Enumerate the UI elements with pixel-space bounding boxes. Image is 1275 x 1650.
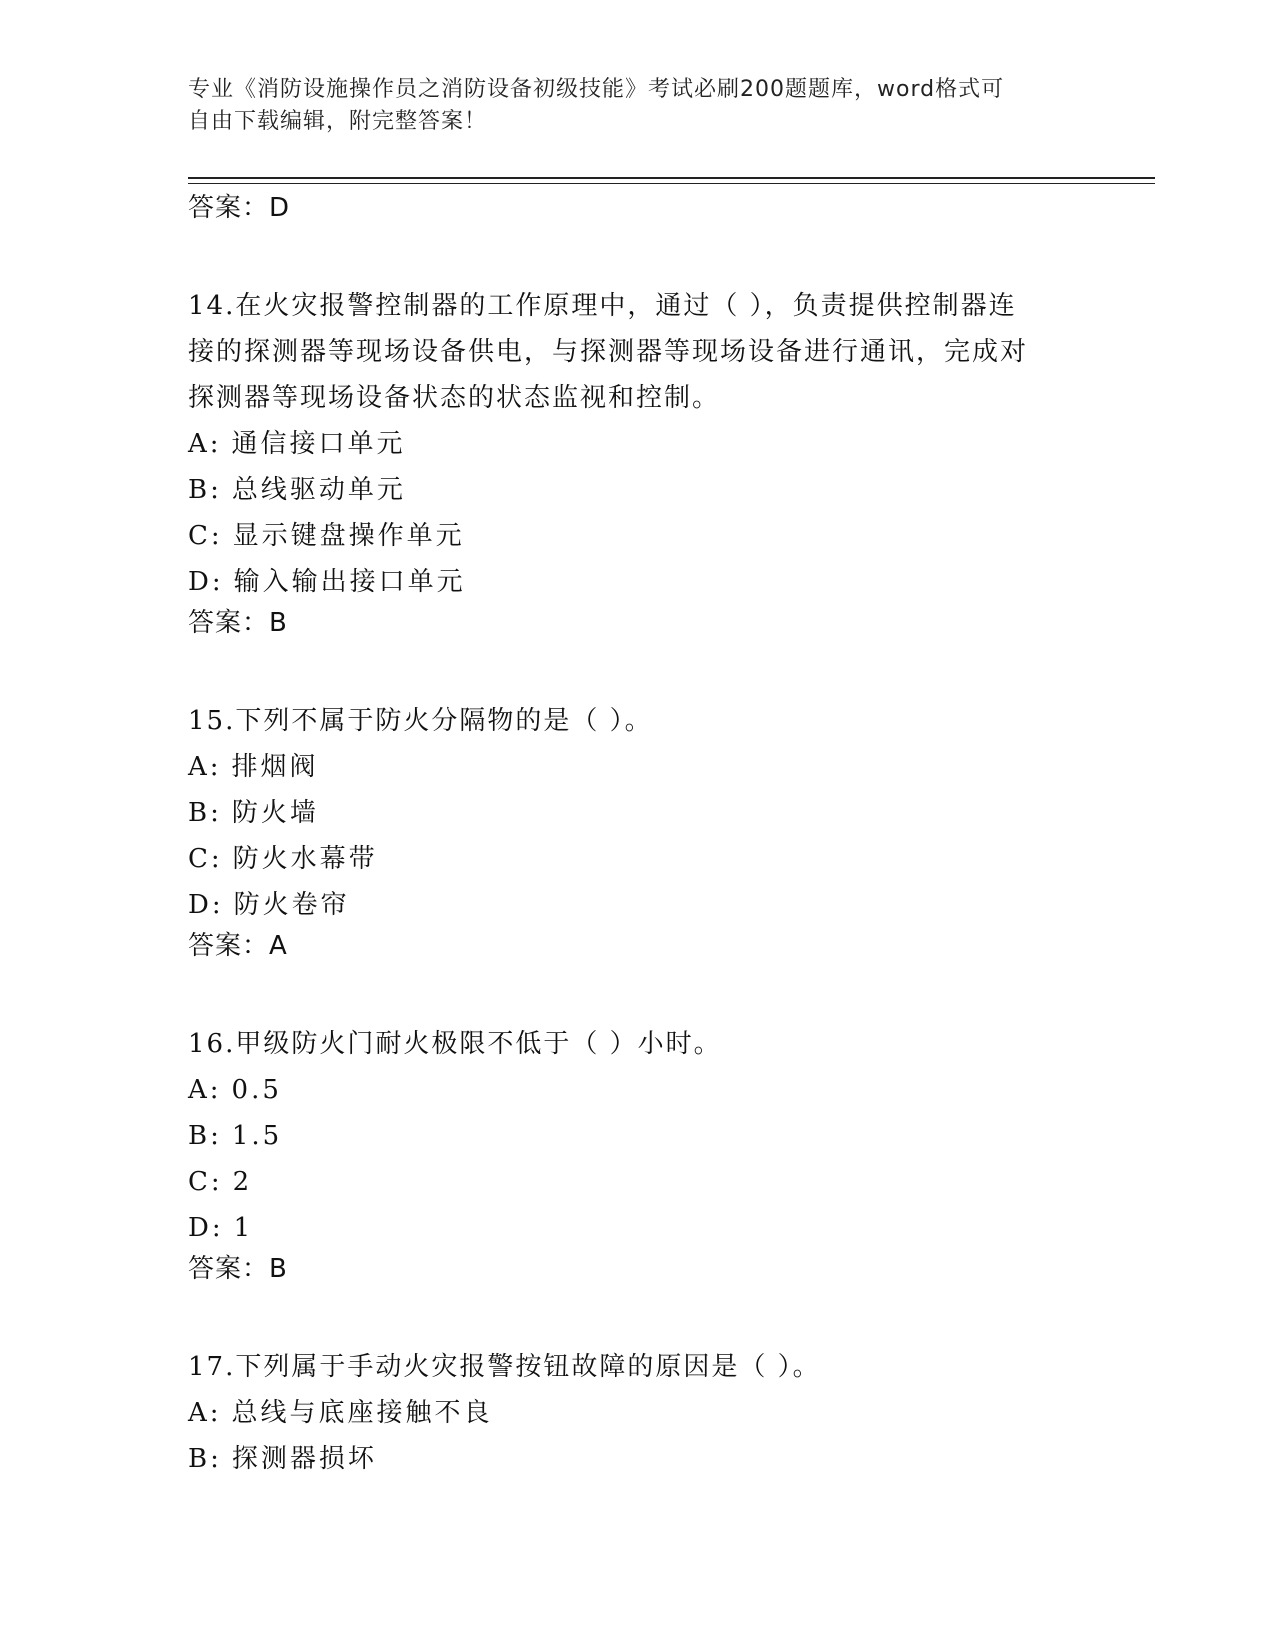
option-b: B: 探测器损坏 — [188, 1444, 377, 1474]
question-14 — [188, 283, 1088, 639]
option-b: B: 1.5 — [188, 1121, 283, 1151]
header-divider-thin — [188, 183, 1155, 184]
option-d: D: 输入输出接口单元 — [188, 567, 466, 597]
question-text-line: 16.甲级防火门耐火极限不低于（ ）小时。 — [188, 1029, 722, 1059]
answer-16: 答案：B — [188, 1254, 288, 1284]
option-b: B: 总线驱动单元 — [188, 475, 406, 505]
question-text-line: 17.下列属于手动火灾报警按钮故障的原因是（ ）。 — [188, 1352, 821, 1382]
question-text-line: 探测器等现场设备状态的状态监视和控制。 — [188, 383, 721, 413]
option-a: A: 排烟阀 — [188, 752, 319, 782]
option-a: A: 0.5 — [188, 1075, 282, 1105]
question-15 — [188, 698, 1088, 962]
header-divider-thick — [188, 177, 1155, 179]
option-a: A: 通信接口单元 — [188, 429, 406, 459]
option-c: C: 防火水幕带 — [188, 844, 378, 874]
question-text-line: 15.下列不属于防火分隔物的是（ ）。 — [188, 706, 653, 736]
option-a: A: 总线与底座接触不良 — [188, 1398, 493, 1428]
option-d: D: 防火卷帘 — [188, 890, 350, 920]
previous-answer: 答案：D — [188, 193, 291, 223]
header-line-1: 专业《消防设施操作员之消防设备初级技能》考试必刷200题题库，word格式可 — [188, 77, 1005, 102]
answer-15: 答案：A — [188, 931, 288, 961]
option-c: C: 2 — [188, 1167, 253, 1197]
option-d: D: 1 — [188, 1213, 254, 1243]
answer-14: 答案：B — [188, 608, 288, 638]
header-line-2: 自由下载编辑，附完整答案！ — [188, 109, 488, 134]
document-header — [188, 74, 1088, 138]
question-17 — [188, 1344, 1088, 1482]
question-list — [188, 192, 1088, 1482]
question-text-line: 接的探测器等现场设备供电，与探测器等现场设备进行通讯，完成对 — [188, 337, 1029, 367]
option-c: C: 显示键盘操作单元 — [188, 521, 465, 551]
option-b: B: 防火墙 — [188, 798, 319, 828]
question-16 — [188, 1021, 1088, 1285]
question-text-line: 14.在火灾报警控制器的工作原理中，通过（ ），负责提供控制器连 — [188, 291, 1017, 321]
